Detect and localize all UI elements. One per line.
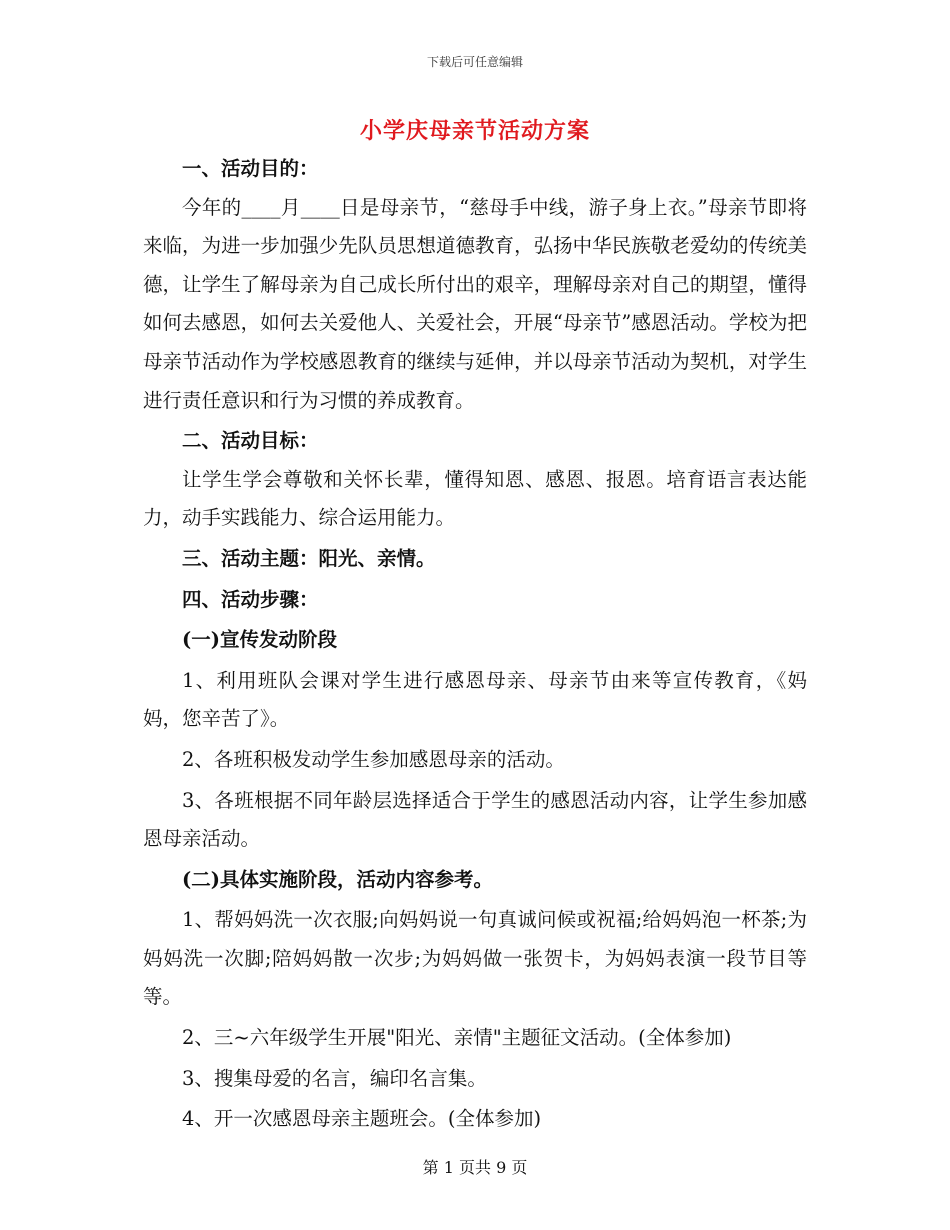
- section-heading-steps: 四、活动步骤：: [182, 587, 319, 611]
- document-title: 小学庆母亲节活动方案: [359, 118, 590, 144]
- section-heading-purpose: 一、活动目的：: [182, 157, 319, 180]
- list-item: 3、各班根据不同年龄层选择适合于学生的感恩活动内容，让学生参加感恩母亲活动。: [143, 788, 807, 851]
- stage-heading-publicity: (一)宣传发动阶段: [182, 628, 337, 652]
- document-body: [143, 150, 807, 1139]
- stage-heading-implementation: (二)具体实施阶段，活动内容参考。: [182, 867, 493, 891]
- paragraph-goals: 让学生学会尊敬和关怀长辈，懂得知恩、感恩、报恩。培育语言表达能力，动手实践能力、综合运用能力。: [143, 467, 807, 530]
- list-item: 2、各班积极发动学生参加感恩母亲的活动。: [182, 747, 565, 771]
- paragraph-purpose: 今年的____月____日是母亲节，“慈母手中线，游子身上衣。”母亲节即将来临，为进一步加强少先队员思想道德教育，弘扬中华民族敬老爱幼的传统美德，让学生了解母亲为自己成长所付出的艰辛，理解母亲对自己的期望，懂得如何去感恩，如何去关爱他人、关爱社会，开展“母亲节”感恩活动。学校为把母亲节活动作为学校感恩教育的继续与延伸，并以母亲节活动为契机，对学生进行责任意识和行为习惯的养成教育。: [143, 195, 807, 412]
- section-heading-theme: 三、活动主题：阳光、亲情。: [182, 546, 436, 570]
- list-item: 1、利用班队会课对学生进行感恩母亲、母亲节由来等宣传教育，《妈妈，您辛苦了》。: [143, 668, 807, 731]
- page-footer: 第 1 页共 9 页: [422, 1158, 528, 1177]
- list-item: 4、开一次感恩母亲主题班会。(全体参加): [182, 1107, 542, 1131]
- section-heading-goals: 二、活动目标：: [182, 429, 319, 453]
- header-note: 下载后可任意编辑: [426, 55, 523, 69]
- list-item: 2、三~六年级学生开展"阳光、亲情"主题征文活动。(全体参加): [182, 1026, 732, 1050]
- list-item: 3、搜集母爱的名言，编印名言集。: [182, 1066, 487, 1090]
- list-item: 1、帮妈妈洗一次衣服;向妈妈说一句真诚问候或祝福;给妈妈泡一杯茶;为妈妈洗一次脚;陪妈妈散一次步;为妈妈做一张贺卡，为妈妈表演一段节目等等。: [143, 908, 807, 1009]
